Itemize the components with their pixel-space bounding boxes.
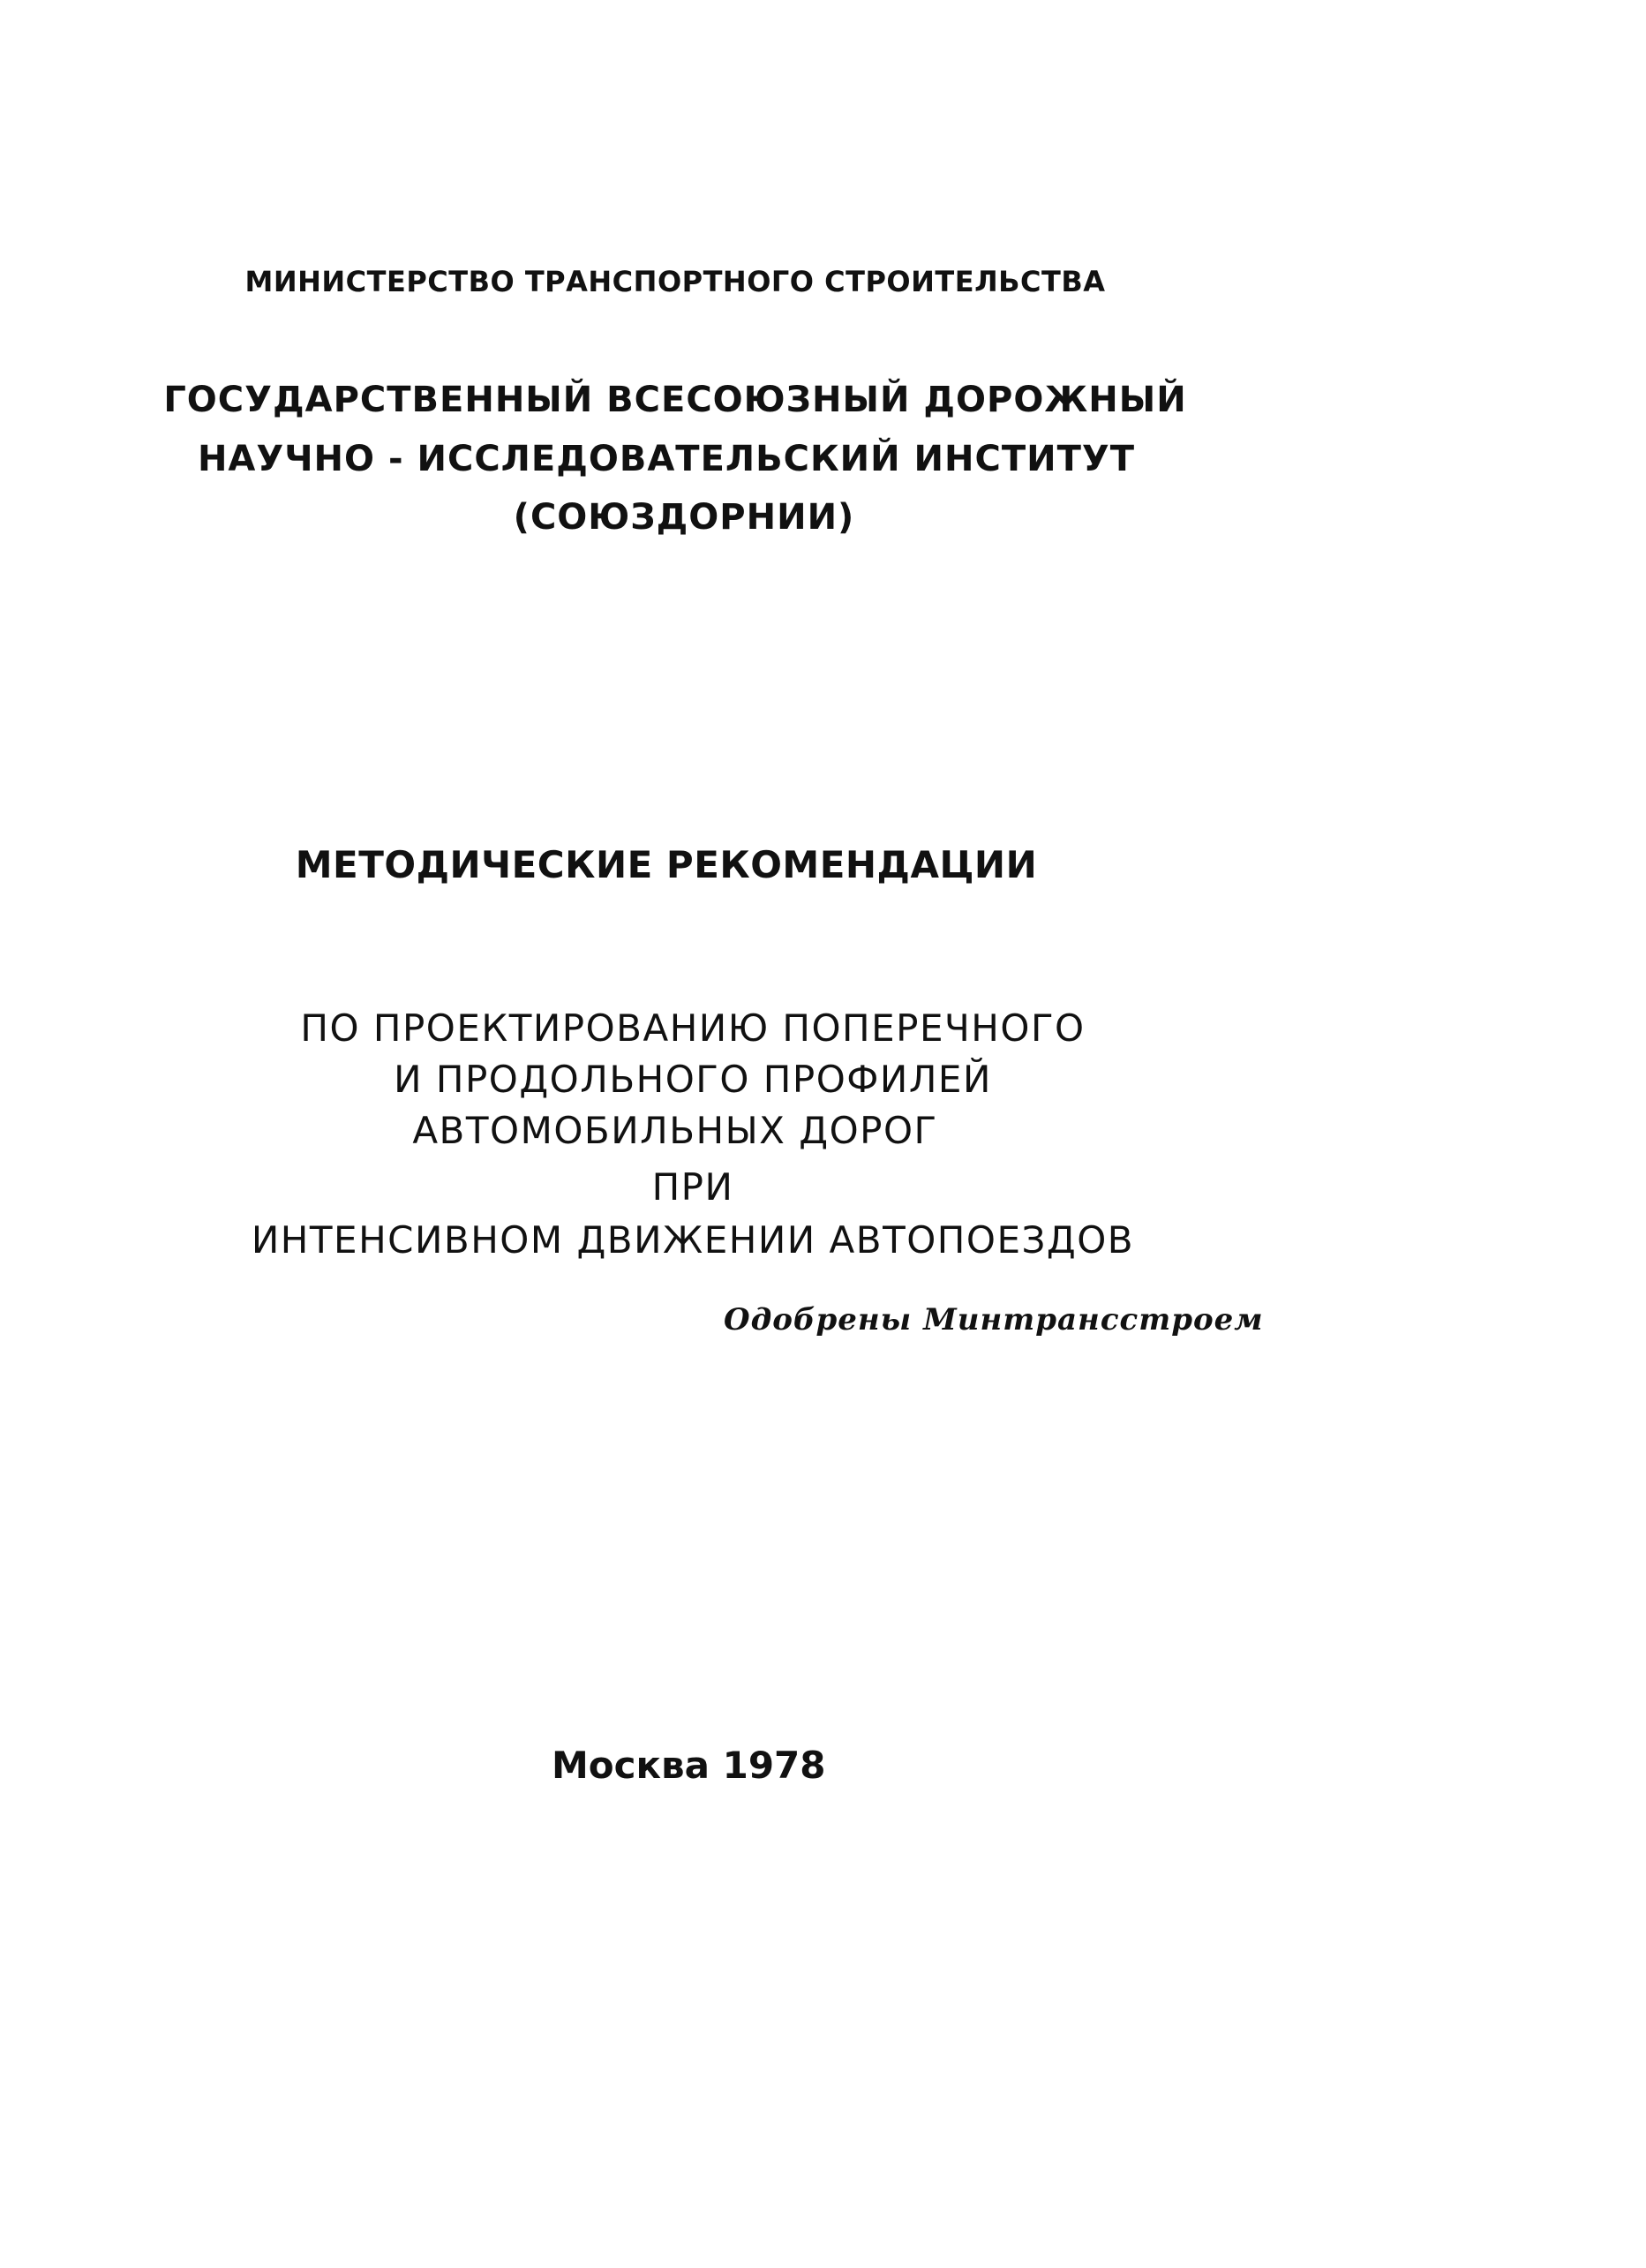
ministry-name: МИНИСТЕРСТВО ТРАНСПОРТНОГО СТРОИТЕЛЬСТВА: [244, 265, 1106, 298]
subtitle-line-3: АВТОМОБИЛЬНЫХ ДОРОГ: [412, 1109, 938, 1152]
subtitle-line-5: ИНТЕНСИВНОМ ДВИЖЕНИИ АВТОПОЕЗДОВ: [251, 1218, 1135, 1262]
institute-name-line-2: НАУЧНО - ИССЛЕДОВАТЕЛЬСКИЙ ИНСТИТУТ: [197, 439, 1136, 479]
publication-city-year: Москва 1978: [552, 1744, 826, 1787]
institute-name-line-1: ГОСУДАРСТВЕННЫЙ ВСЕСОЮЗНЫЙ ДОРОЖНЫЙ: [163, 380, 1187, 420]
subtitle-line-1: ПО ПРОЕКТИРОВАНИЮ ПОПЕРЕЧНОГО: [300, 1006, 1086, 1050]
approval-note: Одобрены Минтрансстроем: [724, 1302, 1264, 1337]
subtitle-line-2: И ПРОДОЛЬНОГО ПРОФИЛЕЙ: [394, 1058, 992, 1101]
subtitle-line-4: ПРИ: [651, 1165, 734, 1209]
document-type-title: МЕТОДИЧЕСКИЕ РЕКОМЕНДАЦИИ: [295, 843, 1038, 886]
institute-abbreviation: (СОЮЗДОРНИИ): [513, 497, 855, 538]
